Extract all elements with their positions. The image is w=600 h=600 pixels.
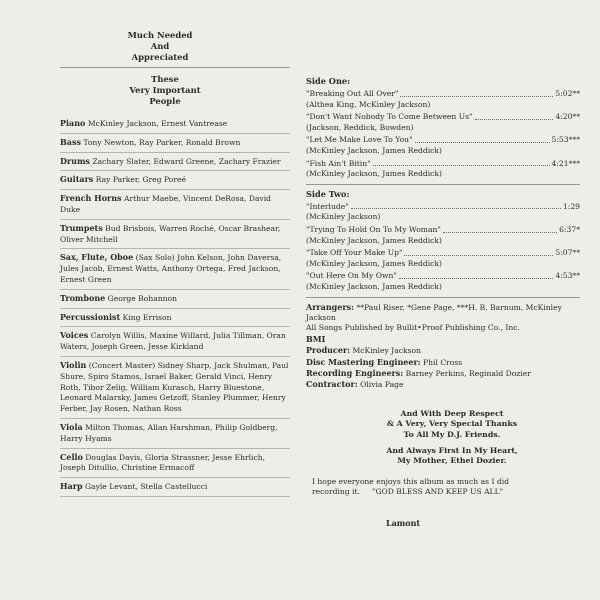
- track-composers: (Jackson, Reddick, Bowden): [306, 122, 414, 132]
- credits-list: [60, 115, 290, 497]
- credit-names: (Concert Master) Sidney Sharp, Jack Shulman, Paul Shure, Spiro Stamos, Israel Baker, Gerald Vinci, Henry Roth, Tibor Zelig, William Kurasch, Harry Bluestone, Leonard Malarsky, James Getzoff, Stanley Plummer, Henry Ferber, Jay Rosen, Nathan Ross: [60, 360, 289, 414]
- track-title: "Breaking Out All Over": [306, 89, 399, 98]
- divider: [306, 297, 580, 298]
- credit-role: Percussionist: [60, 311, 121, 322]
- production-credits: [306, 302, 580, 391]
- credit-role: Violin: [60, 359, 87, 370]
- credit-entry: [60, 115, 290, 134]
- track-composers: (McKinley Jackson, James Reddick): [306, 145, 442, 155]
- credit-role: French Horns: [60, 193, 122, 204]
- arrangers: Arrangers: **Paul Riser, *Gene Page, ***H. B. Barnum, McKinley Jackson: [306, 301, 562, 322]
- credit-entry: [60, 357, 290, 419]
- track: [306, 112, 580, 133]
- bmi: BMI: [306, 333, 326, 344]
- mastering-engineer: Disc Mastering Engineer: Phil Cross: [306, 356, 463, 367]
- track-title: "Interlude": [306, 201, 349, 211]
- track-composers: (McKinley Jackson, James Reddick): [306, 169, 442, 179]
- leader-dots: [399, 278, 553, 279]
- track-time: 5:53***: [551, 135, 580, 145]
- track-time: 5:07**: [555, 248, 580, 258]
- credit-entry: [60, 190, 290, 220]
- leader-dots: [400, 96, 553, 97]
- credit-role: Viola: [60, 421, 83, 432]
- side-two-tracks: [306, 202, 580, 293]
- track-title: "Out Here On My Own": [306, 271, 397, 281]
- leader-dots: [404, 255, 553, 256]
- credit-entry: [60, 478, 290, 497]
- dedication-thanks: And With Deep Respect & A Very, Very Special Thanks To All My D.J. Friends.: [386, 408, 518, 439]
- track-title: "Fish Ain't Bitin": [306, 158, 371, 168]
- thanks-heading: [30, 30, 290, 63]
- credit-names: King Errison: [122, 312, 172, 322]
- side-one-title: Side One:: [306, 76, 351, 86]
- credit-names: Ray Parker, Greg Poreé: [95, 175, 186, 185]
- dedication-mother: And Always First In My Heart, My Mother, Ethel Dozier.: [386, 445, 518, 466]
- contractor: Contractor: Olivia Page: [306, 379, 404, 390]
- track: [306, 225, 580, 246]
- heading-line: Appreciated: [131, 52, 189, 62]
- leader-dots: [351, 208, 561, 209]
- credit-role: Trumpets: [60, 222, 103, 233]
- credit-entry: [60, 220, 290, 250]
- credit-names: George Bohannon: [107, 293, 178, 303]
- credit-role: Bass: [60, 136, 81, 147]
- credit-entry: [60, 249, 290, 289]
- track-title: "Don't Want Nobody To Come Between Us": [306, 112, 473, 122]
- credit-names: Arthur Maebe, Vincent DeRosa, David Duke: [60, 194, 272, 214]
- personal-note: I hope everyone enjoys this album as much as I did recording it. "GOD BLESS AND KEEP US ALL": [312, 476, 510, 497]
- signature: Lamont: [386, 517, 421, 528]
- credit-entry: [60, 290, 290, 309]
- track: [306, 89, 580, 110]
- track-title: "Let Me Make Love To You": [306, 135, 413, 145]
- credit-entry: [60, 171, 290, 190]
- leader-dots: [475, 119, 554, 120]
- credit-names: Gayle Levant, Stella Castellucci: [84, 482, 208, 492]
- heading-line: Much Needed: [127, 30, 193, 40]
- track-composers: (McKinley Jackson, James Reddick): [306, 235, 442, 245]
- heading-line: People: [149, 96, 181, 106]
- track: [306, 202, 580, 223]
- credit-names: (Sax Solo) John Kelson, John Daversa, Jules Jacob, Ernest Watts, Anthony Ortega, Fred Jackson, Ernest Green: [60, 253, 282, 284]
- heading-line: And: [150, 41, 170, 51]
- track-time: 4:53**: [555, 271, 580, 281]
- track-composers: (Althea King, McKinley Jackson): [306, 99, 431, 109]
- credit-entry: [60, 134, 290, 153]
- credit-role: Harp: [60, 481, 83, 492]
- people-heading: [40, 74, 290, 107]
- dedication: [306, 409, 580, 467]
- track-time: 5:02**: [555, 89, 580, 98]
- credit-names: Zachary Slater, Edward Greene, Zachary Frazier: [92, 156, 281, 166]
- credit-entry: [60, 419, 290, 449]
- track-title: "Take Off Your Make Up": [306, 248, 403, 258]
- track: [306, 248, 580, 269]
- leader-dots: [415, 142, 550, 143]
- track: [306, 135, 580, 156]
- divider: [60, 67, 290, 68]
- credit-role: Trombone: [60, 292, 106, 303]
- credit-names: McKinley Jackson, Ernest Vantrease: [87, 119, 228, 128]
- leader-dots: [443, 232, 557, 233]
- credit-names: Bud Brisbois, Warren Roché, Oscar Brashear, Oliver Mitchell: [60, 223, 281, 244]
- track-title: "Trying To Hold On To My Woman": [306, 224, 441, 234]
- leader-dots: [373, 165, 550, 166]
- track: [306, 271, 580, 292]
- track-composers: (McKinley Jackson, James Reddick): [306, 258, 442, 268]
- credit-role: Sax, Flute, Oboe: [60, 252, 134, 263]
- credit-entry: [60, 153, 290, 172]
- credit-entry: [60, 309, 290, 328]
- track-time: 4:21***: [551, 158, 580, 168]
- credit-names: Carolyn Willis, Maxine Willard, Julia Tillman, Oran Waters, Joseph Green, Jesse Kirkland: [60, 331, 286, 352]
- track-composers: (McKinley Jackson, James Reddick): [306, 281, 442, 291]
- divider: [306, 184, 580, 185]
- recording-engineers: Recording Engineers: Barney Perkins, Reginald Dozier: [306, 367, 531, 378]
- credit-role: Drums: [60, 155, 90, 166]
- side-two-title: Side Two:: [306, 188, 350, 199]
- track: [306, 159, 580, 180]
- tracklist-column: [306, 74, 580, 528]
- credit-role: Piano: [60, 118, 86, 128]
- side-one-tracks: [306, 89, 580, 180]
- heading-line: These: [151, 74, 179, 84]
- credit-role: Guitars: [60, 174, 94, 185]
- heading-line: Very Important: [129, 85, 201, 95]
- credit-names: Milton Thomas, Allan Harshman, Philip Goldberg, Harry Hyams: [60, 422, 278, 443]
- track-time: 1:29: [562, 201, 580, 211]
- credit-entry: [60, 449, 290, 479]
- credit-entry: [60, 327, 290, 357]
- publishing: All Songs Published by Bullit•Proof Publishing Co., Inc.: [306, 323, 520, 333]
- credit-role: Cello: [60, 451, 83, 462]
- track-composers: (McKinley Jackson): [306, 212, 381, 222]
- credit-names: Tony Newton, Ray Parker, Ronald Brown: [83, 137, 241, 147]
- track-time: 4:20**: [555, 112, 580, 122]
- producer: Producer: McKinley Jackson: [306, 345, 421, 356]
- personnel-column: [60, 30, 290, 497]
- credit-role: Voices: [60, 330, 89, 341]
- track-time: 6:37*: [559, 224, 580, 234]
- credit-names: Douglas Davis, Gloria Strassner, Jesse Ehrlich, Joseph Ditullio, Christine Ermacoff: [60, 452, 266, 473]
